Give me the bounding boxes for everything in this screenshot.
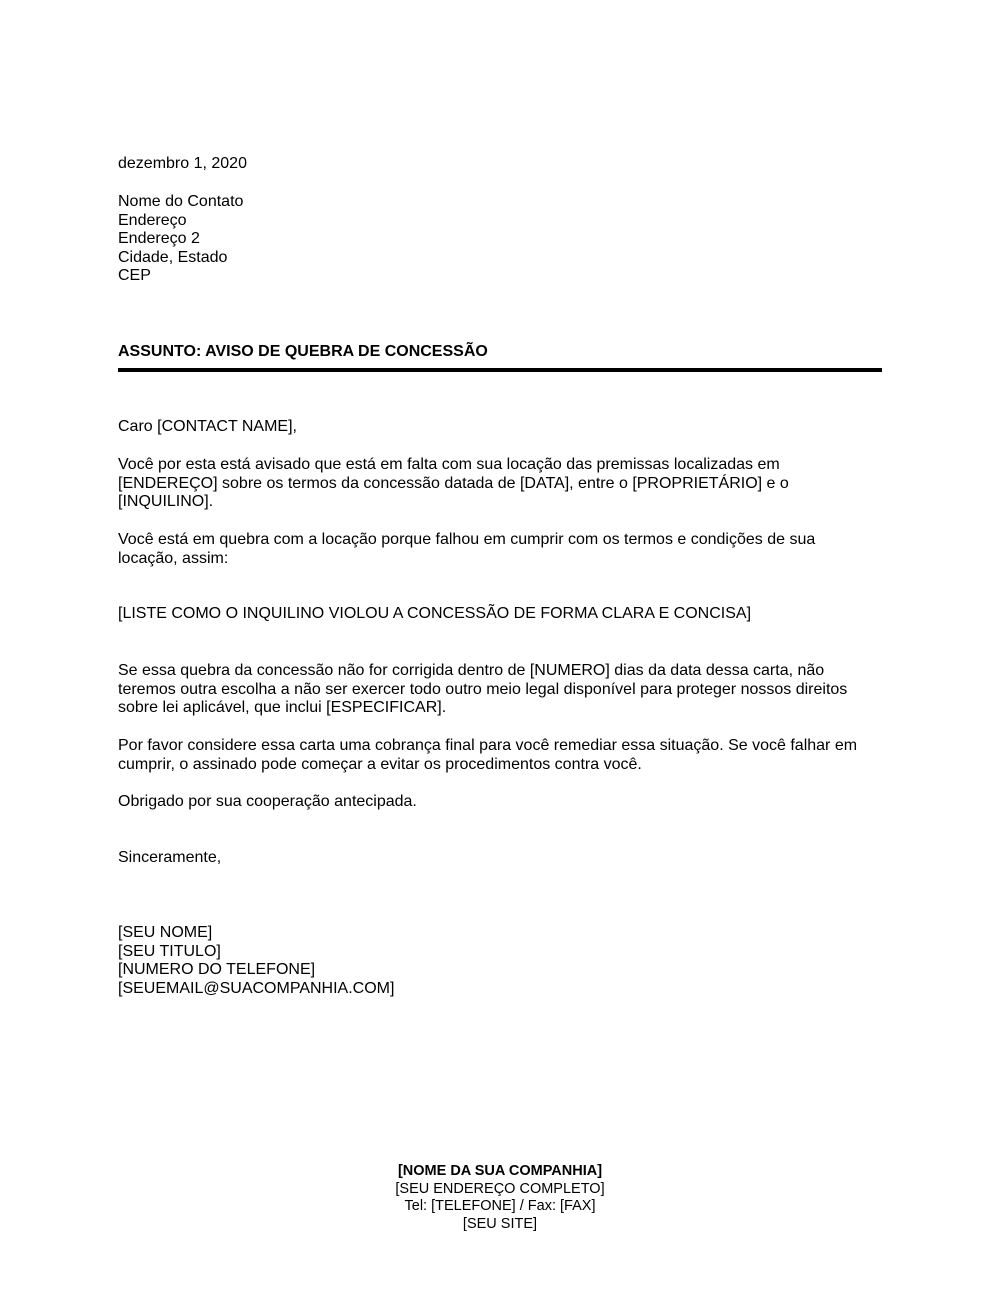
recipient-block (118, 193, 243, 286)
paragraph-line: cumprir, o assinado pode começar a evitar os procedimentos contra você. (118, 755, 642, 773)
salutation: Caro [CONTACT NAME], (118, 418, 297, 435)
recipient-city-state: Cidade, Estado (118, 248, 228, 266)
signature-title: [SEU TITULO] (118, 942, 221, 960)
paragraph-breach (118, 531, 888, 568)
paragraph-thanks (118, 793, 888, 812)
paragraph-line: locação, assim: (118, 549, 229, 567)
footer-site: [SEU SITE] (462, 1215, 538, 1232)
paragraph-line: Você está em quebra com a locação porque falhou em cumprir com os termos e condições de sua (118, 531, 816, 548)
signature-phone: [NUMERO DO TELEFONE] (118, 961, 316, 978)
paragraph-line: teremos outra escolha a não ser exercer todo outro meio legal disponível para proteger nossos direitos (118, 680, 848, 698)
letter-date: dezembro 1, 2020 (118, 155, 247, 172)
paragraph-line: Por favor considere essa carta uma cobrança final para você remediar essa situação. Se você falhar em (118, 737, 858, 754)
recipient-address-2: Endereço 2 (118, 230, 200, 247)
paragraph-consequence (118, 662, 888, 718)
recipient-zip: CEP (118, 267, 151, 284)
paragraph-violation-list (118, 605, 888, 624)
paragraph-line: Obrigado por sua cooperação antecipada. (118, 793, 417, 810)
signature-block (118, 924, 394, 998)
paragraph-line: Se essa quebra da concessão não for corrigida dentro de [NUMERO] dias da data dessa carta, não (118, 662, 825, 679)
paragraph-line: [ENDEREÇO] sobre os termos da concessão datada de [DATA], entre o [PROPRIETÁRIO] e o (118, 474, 789, 492)
closing: Sinceramente, (118, 849, 222, 866)
subject-divider (118, 368, 882, 372)
paragraph-notice (118, 456, 888, 512)
signature-name: [SEU NOME] (118, 924, 213, 941)
paragraph-line: Você por esta está avisado que está em falta com sua locação das premissas localizadas em (118, 456, 780, 473)
recipient-address: Endereço (118, 211, 187, 229)
company-footer (300, 1163, 700, 1233)
paragraph-line: [LISTE COMO O INQUILINO VIOLOU A CONCESSÃO DE FORMA CLARA E CONCISA] (118, 605, 752, 622)
footer-company-name: [NOME DA SUA COMPANHIA] (397, 1163, 603, 1179)
paragraph-line: sobre lei aplicável, que inclui [ESPECIFICAR]. (118, 699, 447, 716)
signature-email: [SEUEMAIL@SUACOMPANHIA.COM] (118, 979, 395, 997)
paragraph-line: [INQUILINO]. (118, 493, 214, 510)
subject-line: ASSUNTO: AVISO DE QUEBRA DE CONCESSÃO (118, 343, 488, 360)
footer-address: [SEU ENDEREÇO COMPLETO] (395, 1180, 605, 1197)
recipient-name: Nome do Contato (118, 193, 244, 210)
footer-contact: Tel: [TELEFONE] / Fax: [FAX] (404, 1198, 596, 1214)
paragraph-final-notice (118, 737, 888, 774)
